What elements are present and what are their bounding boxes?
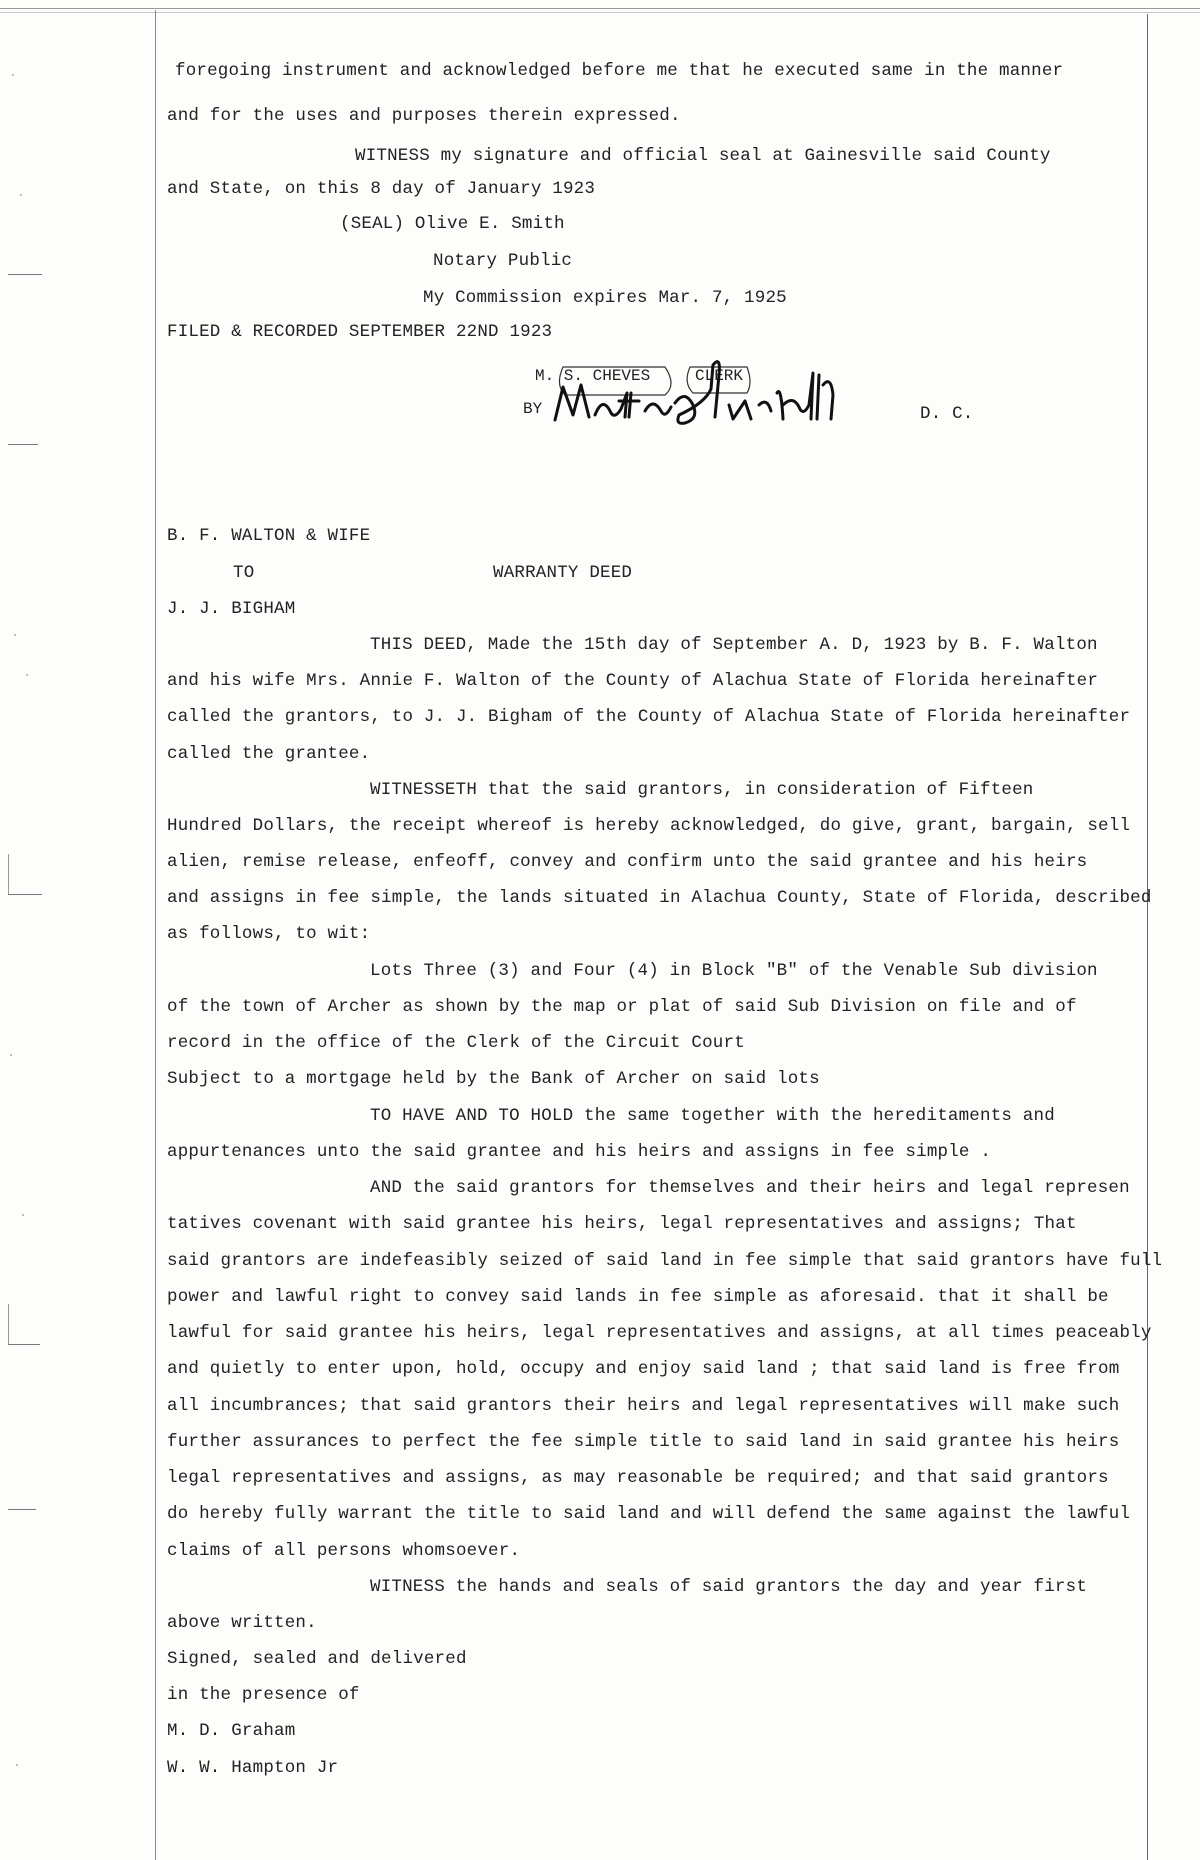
ack-line-4: and State, on this 8 day of January 1923 — [167, 179, 596, 199]
deed-line: all incumbrances; that said grantors their heirs and legal representatives will make such — [167, 1396, 1120, 1416]
binding-speck — [22, 1214, 24, 1216]
clerk-stamp — [515, 345, 855, 435]
deed-line: and assigns in fee simple, the lands situated in Alachua County, State of Florida, described — [167, 888, 1152, 908]
clerk-title: CLERK — [695, 367, 744, 385]
notary-commission: My Commission expires Mar. 7, 1925 — [423, 288, 787, 308]
by-label: BY — [523, 400, 543, 418]
binding-tick — [8, 274, 42, 275]
deed-line: and quietly to enter upon, hold, occupy and enjoy said land ; that said land is free from — [167, 1359, 1120, 1379]
binding-speck — [12, 74, 14, 76]
witness-intro-1: Signed, sealed and delivered — [167, 1649, 467, 1669]
witness-intro-2: in the presence of — [167, 1685, 360, 1705]
deed-line: Hundred Dollars, the receipt whereof is hereby acknowledged, do give, grant, bargain, sell — [167, 816, 1131, 836]
deed-line: TO HAVE AND TO HOLD the same together with the hereditaments and — [370, 1106, 1055, 1126]
ack-line-2: and for the uses and purposes therein expressed. — [167, 106, 681, 126]
deed-line: above written. — [167, 1613, 317, 1633]
binding-speck — [16, 1764, 18, 1766]
ack-line-3: WITNESS my signature and official seal at Gainesville said County — [355, 146, 1051, 166]
deed-line: Subject to a mortgage held by the Bank of Archer on said lots — [167, 1069, 820, 1089]
binding-edge — [0, 14, 60, 1860]
deed-line: THIS DEED, Made the 15th day of September A. D, 1923 by B. F. Walton — [370, 635, 1098, 655]
deed-line: as follows, to wit: — [167, 924, 371, 944]
binding-speck — [14, 634, 16, 636]
deputy-clerk-label: D. C. — [920, 404, 974, 424]
top-rule-secondary — [0, 12, 1200, 13]
deed-line: WITNESSETH that the said grantors, in consideration of Fifteen — [370, 780, 1034, 800]
deed-line: WITNESS the hands and seals of said grantors the day and year first — [370, 1577, 1088, 1597]
filed-recorded-line: FILED & RECORDED SEPTEMBER 22ND 1923 — [167, 322, 553, 342]
left-margin-line — [155, 10, 156, 1860]
notary-seal-line: (SEAL) Olive E. Smith — [340, 214, 565, 234]
deed-line: of the town of Archer as shown by the map or plat of said Sub Division on file and of — [167, 997, 1077, 1017]
witness-name: M. D. Graham — [167, 1721, 296, 1741]
clerk-name: M. S. CHEVES — [535, 367, 651, 385]
deed-line: do hereby fully warrant the title to said land and will defend the same against the lawful — [167, 1504, 1131, 1524]
deed-line: tatives covenant with said grantee his heirs, legal representatives and assigns; That — [167, 1214, 1077, 1234]
right-margin-line — [1147, 14, 1148, 1860]
binding-tick — [8, 444, 38, 445]
deed-grantor: B. F. WALTON & WIFE — [167, 526, 371, 546]
binding-speck — [10, 1054, 12, 1056]
binding-tick — [8, 1304, 9, 1344]
deed-line: and his wife Mrs. Annie F. Walton of the County of Alachua State of Florida hereinafter — [167, 671, 1099, 691]
deed-line: lawful for said grantee his heirs, legal representatives and assigns, at all times peaceably — [167, 1323, 1152, 1343]
deed-line: called the grantors, to J. J. Bigham of the County of Alachua State of Florida hereinafter — [167, 707, 1131, 727]
deed-grantee: J. J. BIGHAM — [167, 599, 296, 619]
deed-line: further assurances to perfect the fee simple title to said land in said grantee his heirs — [167, 1432, 1120, 1452]
binding-tick — [8, 894, 42, 895]
deed-to: TO — [233, 563, 255, 583]
deed-line: called the grantee. — [167, 744, 371, 764]
deed-line: appurtenances unto the said grantee and his heirs and assigns in fee simple . — [167, 1142, 992, 1162]
deed-line: alien, remise release, enfeoff, convey and confirm unto the said grantee and his heirs — [167, 852, 1088, 872]
witness-name: W. W. Hampton Jr — [167, 1758, 339, 1778]
binding-speck — [20, 194, 22, 196]
deed-line: record in the office of the Clerk of the Circuit Court — [167, 1033, 745, 1053]
deputy-signature — [515, 345, 855, 435]
binding-speck — [26, 674, 28, 676]
binding-tick — [8, 1509, 36, 1510]
deed-line: said grantors are indefeasibly seized of said land in fee simple that said grantors have full — [167, 1251, 1163, 1271]
deed-line: power and lawful right to convey said lands in fee simple as aforesaid. that it shall be — [167, 1287, 1109, 1307]
binding-tick — [8, 1344, 40, 1345]
deed-line: claims of all persons whomsoever. — [167, 1541, 521, 1561]
deed-type: WARRANTY DEED — [493, 563, 633, 583]
deed-line: AND the said grantors for themselves and their heirs and legal represen — [370, 1178, 1130, 1198]
deed-line: legal representatives and assigns, as may reasonable be required; and that said grantors — [167, 1468, 1109, 1488]
binding-tick — [8, 854, 9, 894]
deed-line: Lots Three (3) and Four (4) in Block "B" of the Venable Sub division — [370, 961, 1098, 981]
notary-title: Notary Public — [433, 251, 573, 271]
top-rule — [0, 8, 1200, 9]
ack-line-1: foregoing instrument and acknowledged before me that he executed same in the manner — [175, 61, 1064, 81]
